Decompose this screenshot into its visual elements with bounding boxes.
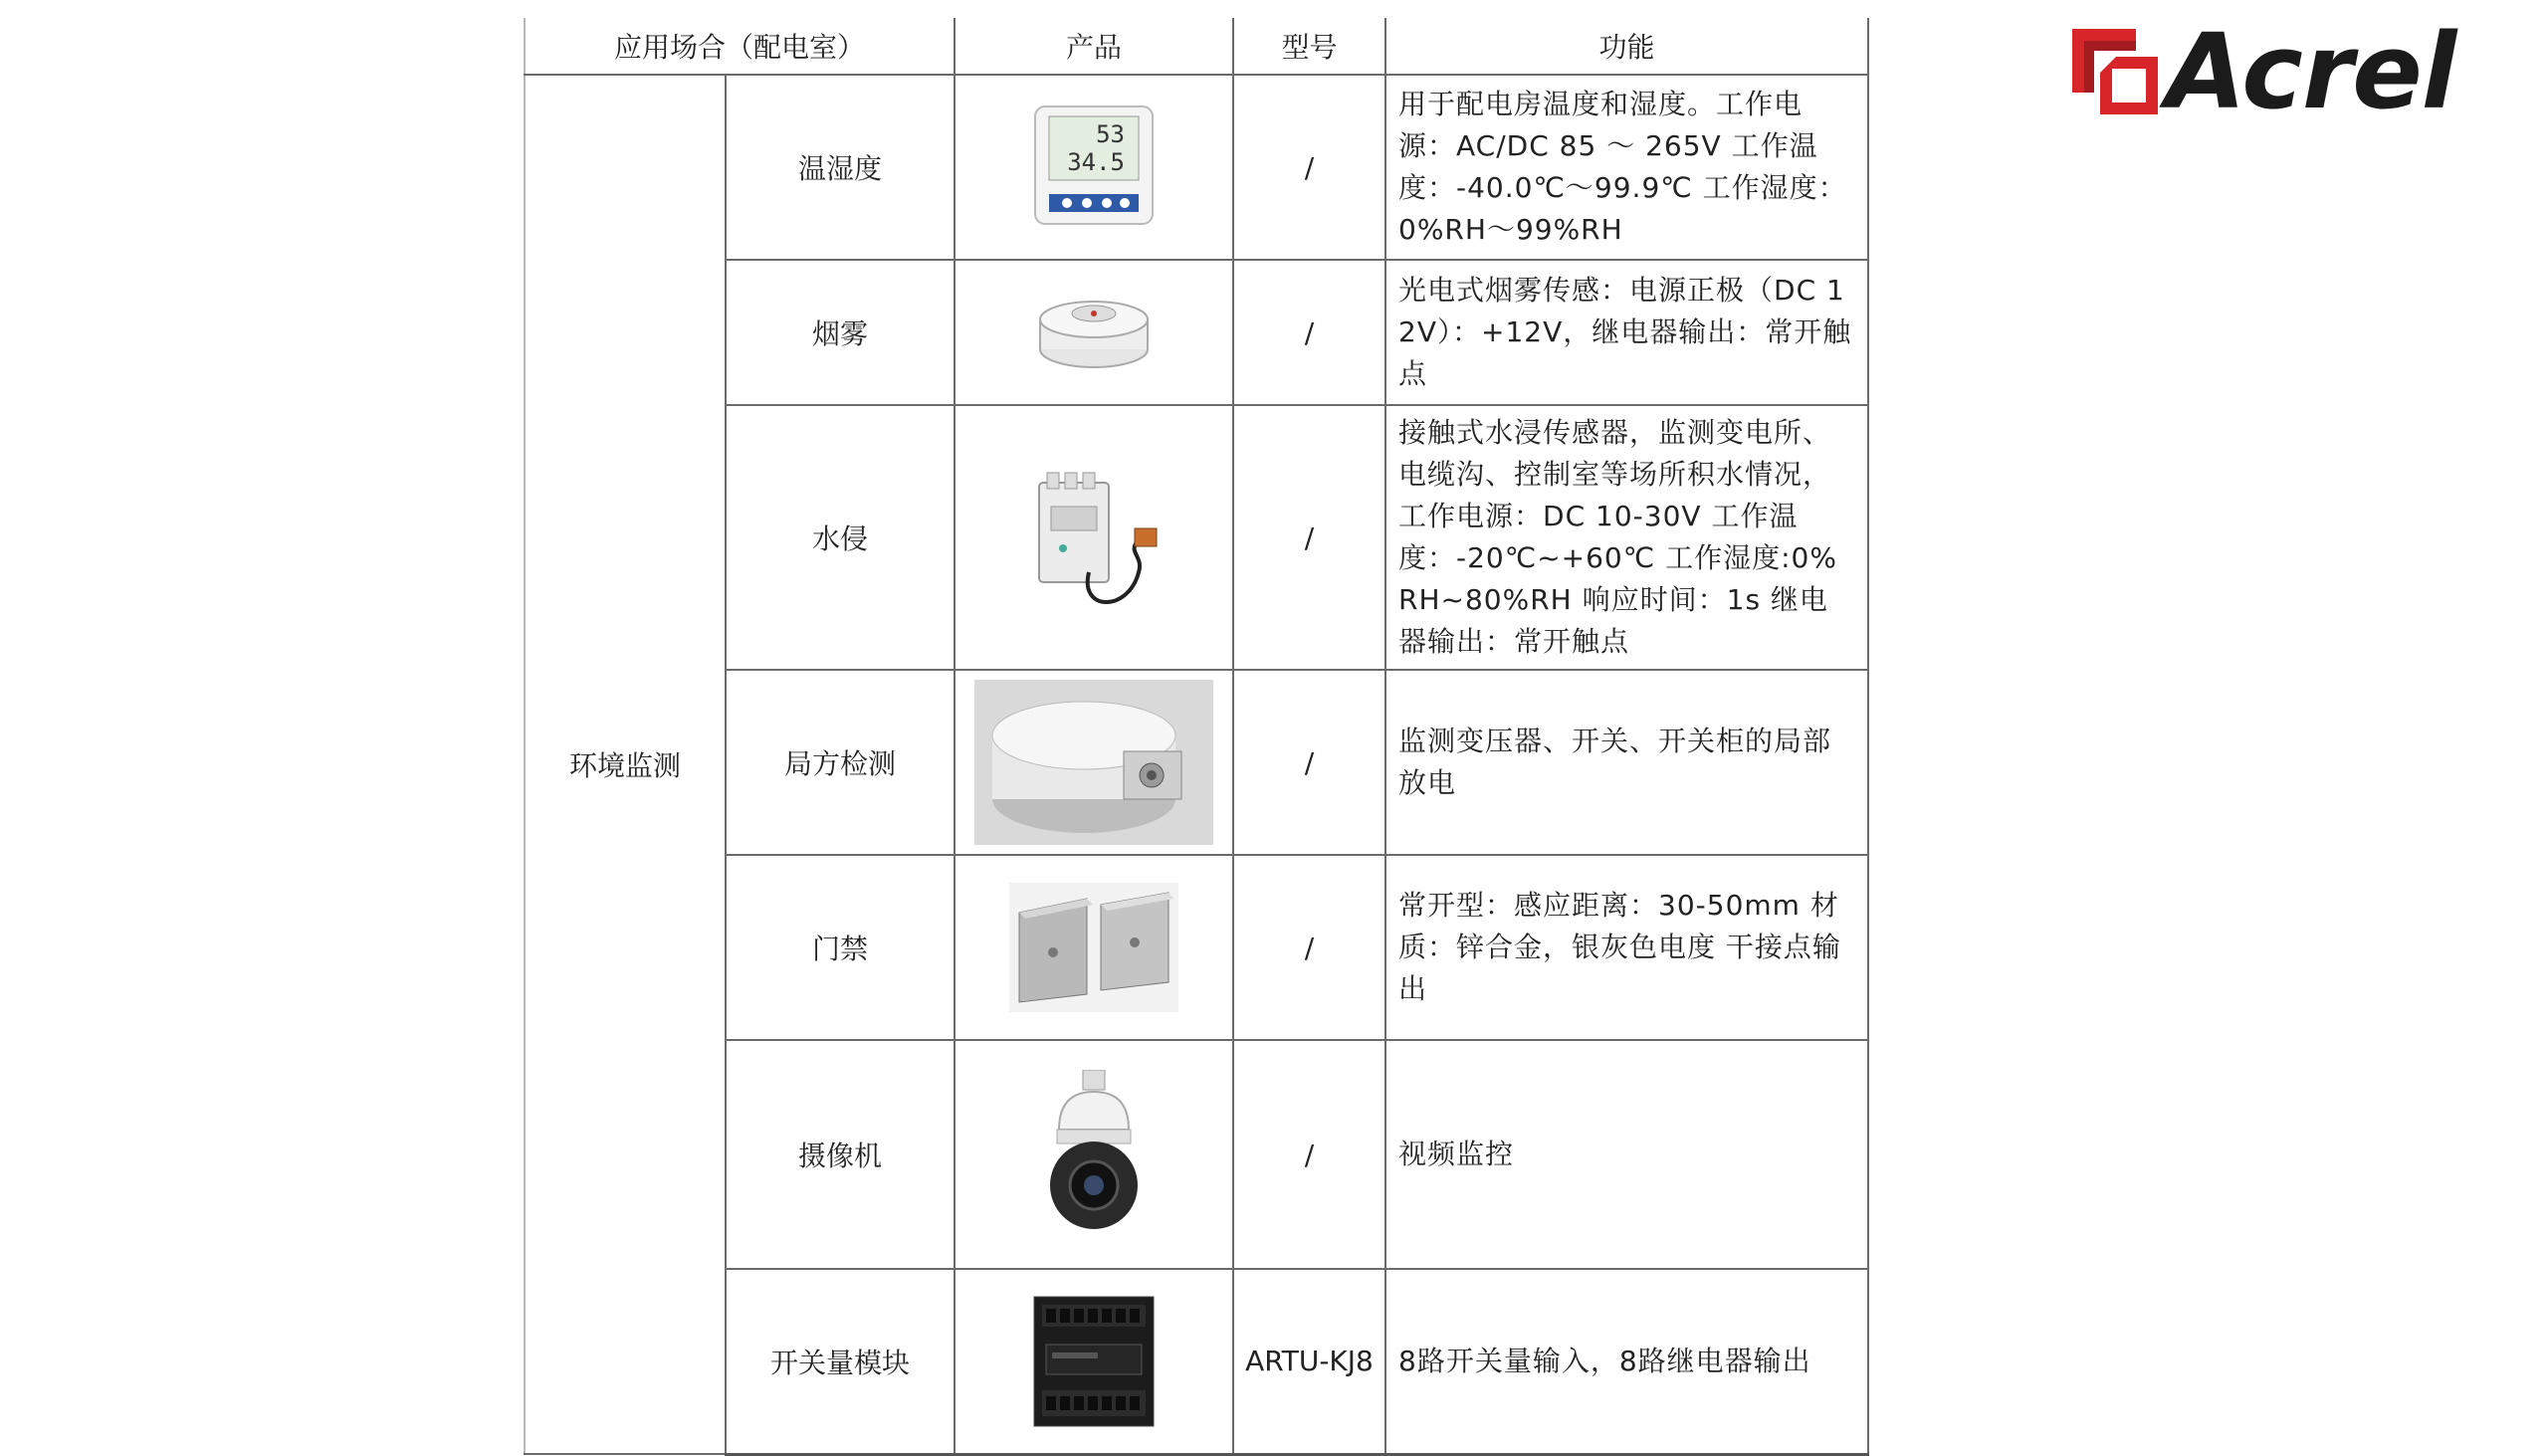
item-name: 开关量模块	[726, 1269, 955, 1454]
io-module-icon	[1024, 1287, 1164, 1436]
table-row	[525, 1040, 1868, 1269]
product-image	[955, 75, 1233, 260]
item-model: /	[1233, 75, 1385, 260]
item-function: 视频监控	[1385, 1040, 1868, 1269]
header-scene: 应用场合（配电室）	[525, 18, 955, 75]
smoke-detector-icon	[1034, 288, 1154, 377]
item-function: 接触式水浸传感器，监测变电所、电缆沟、控制室等场所积水情况，工作电源：DC 10-30V 工作温度：-20℃~+60℃ 工作湿度:0%RH~80%RH 响应时间：1s 继电器输出：常开触点	[1385, 405, 1868, 670]
table-row	[525, 405, 1868, 670]
item-function: 监测变压器、开关、开关柜的局部放电	[1385, 670, 1868, 855]
header-function: 功能	[1385, 18, 1868, 75]
table-row	[525, 855, 1868, 1040]
table-header-row	[525, 18, 1868, 75]
thermo-hygrometer-icon	[1029, 103, 1159, 232]
item-function: 用于配电房温度和湿度。工作电源：AC/DC 85 ～ 265V 工作温度：-40.0℃～99.9℃ 工作湿度：0%RH～99%RH	[1385, 75, 1868, 260]
item-model: /	[1233, 670, 1385, 855]
product-image	[955, 670, 1233, 855]
item-model: /	[1233, 855, 1385, 1040]
item-model: /	[1233, 260, 1385, 405]
item-function: 8路开关量输入，8路继电器输出	[1385, 1269, 1868, 1454]
equipment-table	[524, 18, 1869, 1456]
table-row	[525, 260, 1868, 405]
item-name: 摄像机	[726, 1040, 955, 1269]
display-bottom: 34.5	[1067, 148, 1126, 176]
brand-name: Acrel	[2166, 11, 2456, 132]
product-image	[955, 855, 1233, 1040]
item-function: 光电式烟雾传感：电源正极（DC 12V）：+12V，继电器输出：常开触点	[1385, 260, 1868, 405]
item-name: 温湿度	[726, 75, 955, 260]
item-name: 局方检测	[726, 670, 955, 855]
header-product: 产品	[955, 18, 1233, 75]
dome-camera-icon	[1039, 1070, 1149, 1239]
header-model: 型号	[1233, 18, 1385, 75]
partial-discharge-sensor-icon	[974, 680, 1213, 845]
product-image	[955, 405, 1233, 670]
brand-logo	[2072, 11, 2456, 132]
door-magnetic-sensor-icon	[1009, 883, 1178, 1012]
item-name: 门禁	[726, 855, 955, 1040]
item-model: ARTU-KJ8	[1233, 1269, 1385, 1454]
display-top: 53	[1096, 120, 1126, 148]
product-image	[955, 1269, 1233, 1454]
item-name: 水侵	[726, 405, 955, 670]
scene-cell: 环境监测	[525, 75, 726, 1454]
item-model: /	[1233, 405, 1385, 670]
water-leak-sensor-icon	[1019, 463, 1168, 612]
acrel-logo-mark-icon	[2072, 29, 2158, 114]
table-row	[525, 75, 1868, 260]
product-image	[955, 1040, 1233, 1269]
product-image	[955, 260, 1233, 405]
table-row	[525, 670, 1868, 855]
item-function: 常开型：感应距离：30-50mm 材质：锌合金，银灰色电度 干接点输出	[1385, 855, 1868, 1040]
item-model: /	[1233, 1040, 1385, 1269]
item-name: 烟雾	[726, 260, 955, 405]
table-row	[525, 1269, 1868, 1454]
